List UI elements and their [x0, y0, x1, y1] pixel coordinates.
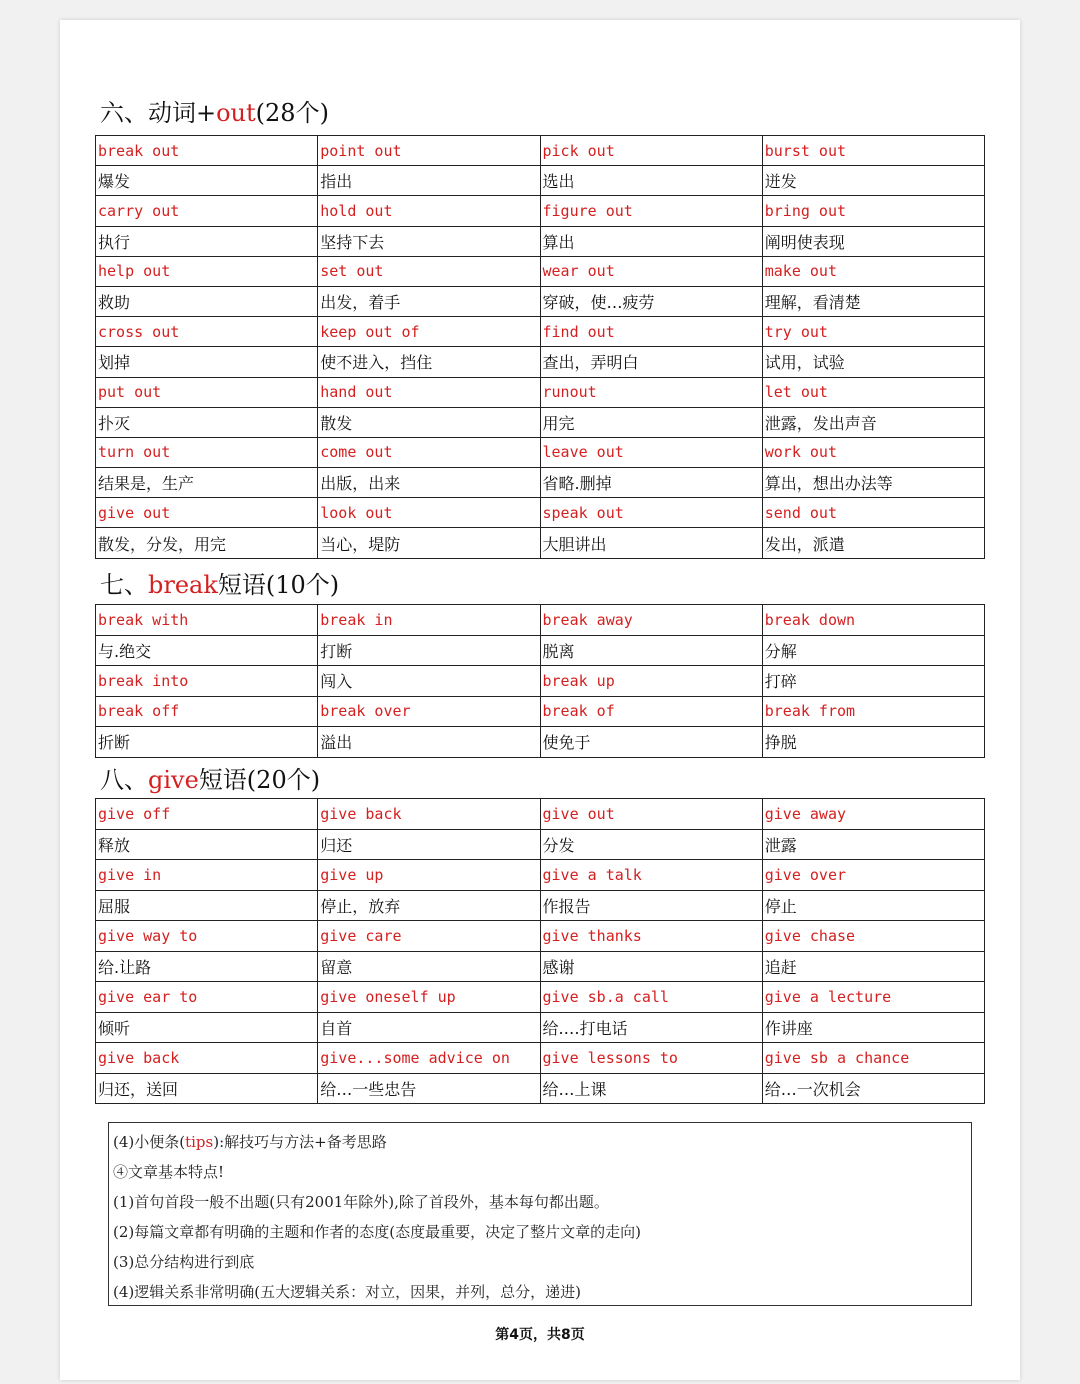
meaning-cell: 作讲座 [762, 1012, 984, 1043]
phrase-cell: give back [96, 1043, 318, 1074]
meaning-row [96, 829, 985, 860]
phrase-cell: break off [96, 696, 318, 727]
meaning-cell: 归还，送回 [96, 1073, 318, 1104]
tips-title: (4)小便条(tips):解技巧与方法+备考思路 [113, 1133, 387, 1151]
meaning-cell: 溢出 [318, 727, 540, 758]
meaning-cell: 散发，分发，用完 [96, 528, 318, 558]
meaning-row [96, 407, 985, 437]
phrase-cell: send out [762, 498, 984, 528]
phrase-row [96, 605, 985, 636]
tips-line: ④文章基本特点! [113, 1163, 225, 1181]
phrase-row [96, 136, 985, 166]
meaning-cell: 使免于 [540, 727, 762, 758]
phrase-cell: give care [318, 921, 540, 952]
meaning-row [96, 890, 985, 921]
meaning-cell: 算出，想出办法等 [762, 468, 984, 498]
meaning-cell: 指出 [318, 166, 540, 196]
meaning-cell: 省略.删掉 [540, 468, 762, 498]
meaning-row [96, 286, 985, 316]
phrase-cell: give lessons to [540, 1043, 762, 1074]
phrase-cell: give off [96, 799, 318, 830]
meaning-cell: 出版，出来 [318, 468, 540, 498]
meaning-cell: 划掉 [96, 347, 318, 377]
meaning-row [96, 727, 985, 758]
phrase-cell: work out [762, 437, 984, 467]
meaning-cell: 爆发 [96, 166, 318, 196]
phrase-cell: break with [96, 605, 318, 636]
phrase-cell: leave out [540, 437, 762, 467]
meaning-cell: 理解，看清楚 [762, 286, 984, 316]
meaning-cell: 打断 [318, 635, 540, 666]
meaning-row [96, 528, 985, 558]
meaning-cell: 给…上课 [540, 1073, 762, 1104]
meaning-cell: 选出 [540, 166, 762, 196]
meaning-cell: 发出，派遣 [762, 528, 984, 558]
phrase-cell: break over [318, 696, 540, 727]
meaning-cell: 分发 [540, 829, 762, 860]
meaning-cell: 脱离 [540, 635, 762, 666]
phrase-cell: let out [762, 377, 984, 407]
meaning-cell: 给…一些忠告 [318, 1073, 540, 1104]
tips-line: (1)首句首段一般不出题(只有2001年除外),除了首段外，基本每句都出题。 [113, 1193, 609, 1211]
meaning-cell: 给…一次机会 [762, 1073, 984, 1104]
give-phrases-table [95, 798, 985, 1104]
phrase-cell: find out [540, 317, 762, 347]
page-number: 第4页，共8页 [495, 1327, 585, 1343]
meaning-cell: 停止 [762, 890, 984, 921]
phrase-cell: give away [762, 799, 984, 830]
meaning-cell: 执行 [96, 226, 318, 256]
meaning-row [96, 166, 985, 196]
phrase-cell: burst out [762, 136, 984, 166]
phrase-cell: give over [762, 860, 984, 891]
phrase-cell: help out [96, 256, 318, 286]
meaning-row [96, 635, 985, 666]
phrase-cell: hand out [318, 377, 540, 407]
phrase-cell: break out [96, 136, 318, 166]
meaning-cell: 归还 [318, 829, 540, 860]
phrase-row [96, 799, 985, 830]
phrase-cell: give ear to [96, 982, 318, 1013]
phrase-row [96, 256, 985, 286]
phrase-cell: give...some advice on [318, 1043, 540, 1074]
phrase-cell: give out [540, 799, 762, 830]
meaning-cell: 使不进入，挡住 [318, 347, 540, 377]
meaning-cell: 感谢 [540, 951, 762, 982]
meaning-cell: 与.绝交 [96, 635, 318, 666]
phrase-cell: give thanks [540, 921, 762, 952]
phrase-cell: cross out [96, 317, 318, 347]
meaning-cell: 给.让路 [96, 951, 318, 982]
phrase-cell: give sb a chance [762, 1043, 984, 1074]
phrase-row [96, 196, 985, 226]
tips-box [108, 1122, 972, 1306]
meaning-cell: 穿破，使…疲劳 [540, 286, 762, 316]
phrase-cell: wear out [540, 256, 762, 286]
phrase-cell: set out [318, 256, 540, 286]
meaning-cell: 大胆讲出 [540, 528, 762, 558]
meaning-cell: 追赶 [762, 951, 984, 982]
meaning-cell: 屈服 [96, 890, 318, 921]
tips-line: (2)每篇文章都有明确的主题和作者的态度(态度最重要，决定了整片文章的走向) [113, 1223, 641, 1241]
phrase-cell: give sb.a call [540, 982, 762, 1013]
phrase-cell: break down [762, 605, 984, 636]
phrase-row [96, 377, 985, 407]
meaning-cell: 倾听 [96, 1012, 318, 1043]
phrase-cell: give up [318, 860, 540, 891]
phrase-cell: keep out of [318, 317, 540, 347]
meaning-row [96, 226, 985, 256]
meaning-cell: 结果是，生产 [96, 468, 318, 498]
meaning-cell: 阐明使表现 [762, 226, 984, 256]
meaning-cell: 自首 [318, 1012, 540, 1043]
meaning-cell: 散发 [318, 407, 540, 437]
phrase-cell: try out [762, 317, 984, 347]
phrase-cell: look out [318, 498, 540, 528]
meaning-cell: 分解 [762, 635, 984, 666]
section-heading-give: 八、give短语(20个) [100, 766, 321, 794]
meaning-cell: 挣脱 [762, 727, 984, 758]
phrase-cell: give out [96, 498, 318, 528]
phrase-cell: figure out [540, 196, 762, 226]
phrase-row [96, 696, 985, 727]
meaning-cell: 迸发 [762, 166, 984, 196]
meaning-cell: 试用，试验 [762, 347, 984, 377]
meaning-cell: 扑灭 [96, 407, 318, 437]
phrase-cell: break of [540, 696, 762, 727]
phrase-cell: runout [540, 377, 762, 407]
phrase-cell: make out [762, 256, 984, 286]
phrase-cell: carry out [96, 196, 318, 226]
out-phrases-table [95, 135, 985, 559]
meaning-cell: 救助 [96, 286, 318, 316]
section-heading-break: 七、break短语(10个) [100, 571, 340, 599]
phrase-cell: break in [318, 605, 540, 636]
phrase-row [96, 921, 985, 952]
meaning-cell: 出发，着手 [318, 286, 540, 316]
phrase-cell: break away [540, 605, 762, 636]
meaning-cell: 坚持下去 [318, 226, 540, 256]
meaning-cell: 留意 [318, 951, 540, 982]
meaning-cell: 折断 [96, 727, 318, 758]
phrase-row [96, 860, 985, 891]
phrase-cell: break into [96, 666, 318, 697]
meaning-row [96, 1012, 985, 1043]
phrase-cell: bring out [762, 196, 984, 226]
phrase-cell: pick out [540, 136, 762, 166]
meaning-row [96, 951, 985, 982]
phrase-cell: give in [96, 860, 318, 891]
phrase-cell: give chase [762, 921, 984, 952]
meaning-cell: 泄露 [762, 829, 984, 860]
tips-line: (4)逻辑关系非常明确(五大逻辑关系：对立，因果，并列，总分，递进) [113, 1283, 581, 1301]
break-phrases-table [95, 604, 985, 758]
phrase-cell: 闯入 [318, 666, 540, 697]
phrase-cell: 打碎 [762, 666, 984, 697]
phrase-row [96, 437, 985, 467]
meaning-cell: 释放 [96, 829, 318, 860]
meaning-cell: 给.…打电话 [540, 1012, 762, 1043]
phrase-cell: break up [540, 666, 762, 697]
phrase-cell: give a lecture [762, 982, 984, 1013]
phrase-row [96, 982, 985, 1013]
phrase-cell: give oneself up [318, 982, 540, 1013]
phrase-cell: give back [318, 799, 540, 830]
meaning-row [96, 1073, 985, 1104]
document-page [60, 20, 1020, 1380]
phrase-cell: come out [318, 437, 540, 467]
meaning-cell: 当心，堤防 [318, 528, 540, 558]
section-heading-out: 六、动词+out(28个) [100, 99, 329, 127]
phrase-row [96, 317, 985, 347]
meaning-cell: 泄露，发出声音 [762, 407, 984, 437]
phrase-row [96, 498, 985, 528]
phrase-cell: give way to [96, 921, 318, 952]
meaning-cell: 作报告 [540, 890, 762, 921]
meaning-row [96, 468, 985, 498]
phrase-cell: turn out [96, 437, 318, 467]
meaning-cell: 查出，弄明白 [540, 347, 762, 377]
meaning-cell: 算出 [540, 226, 762, 256]
phrase-cell: give a talk [540, 860, 762, 891]
meaning-cell: 停止，放弃 [318, 890, 540, 921]
phrase-cell: break from [762, 696, 984, 727]
phrase-row [96, 666, 985, 697]
tips-line: (3)总分结构进行到底 [113, 1253, 255, 1271]
meaning-row [96, 347, 985, 377]
phrase-cell: hold out [318, 196, 540, 226]
phrase-cell: speak out [540, 498, 762, 528]
phrase-cell: point out [318, 136, 540, 166]
phrase-cell: put out [96, 377, 318, 407]
meaning-cell: 用完 [540, 407, 762, 437]
phrase-row [96, 1043, 985, 1074]
